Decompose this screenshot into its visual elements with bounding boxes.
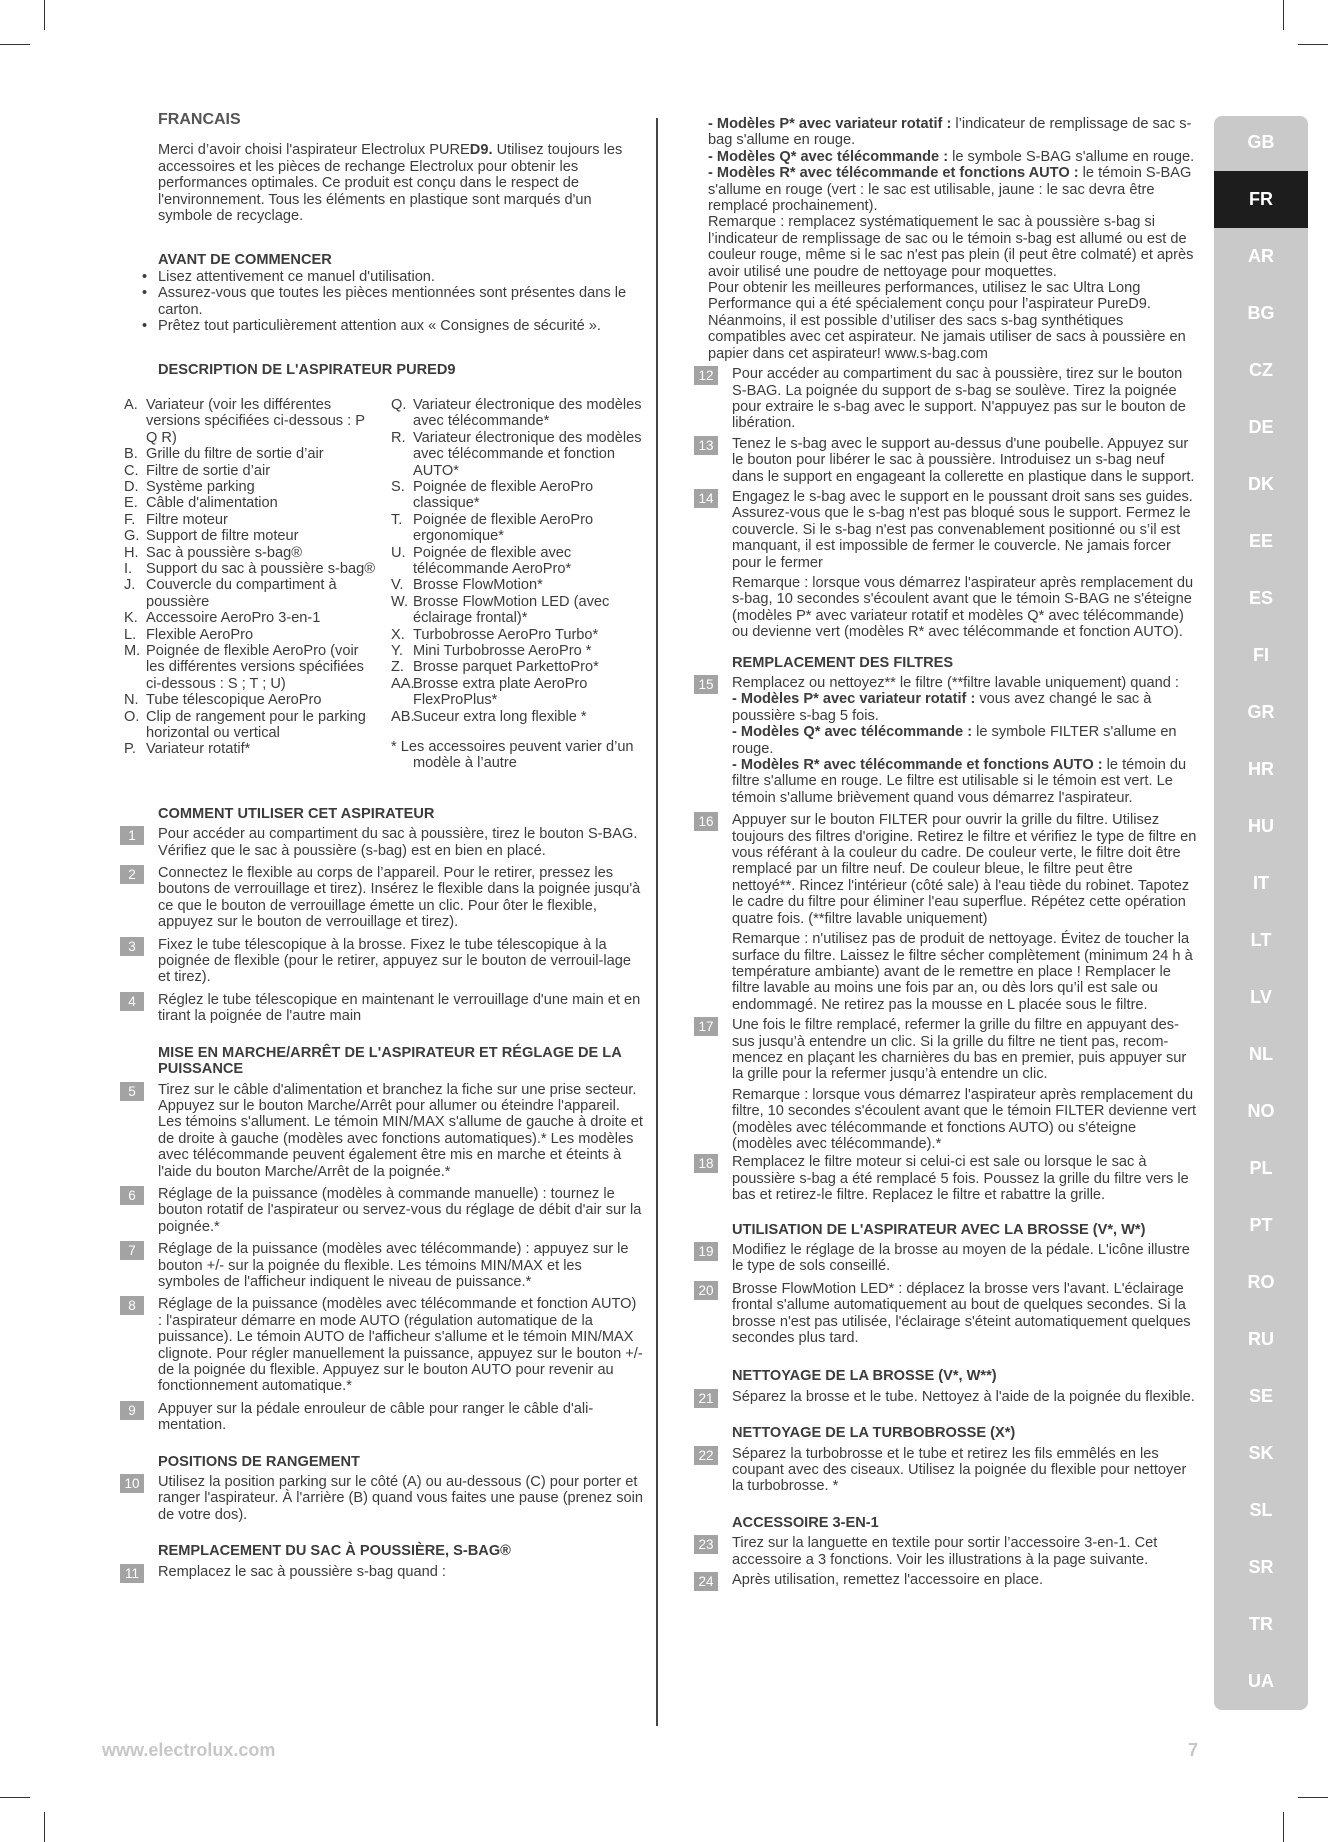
bag-replace-remark: Remarque : lorsque vous démarrez l'aspirateur après remplacement du s-bag, 10 secondes s'écoulent avant que le témoin S-BAG ne s'éteigne (modèles P* avec variateur rotatif et modèles Q* avec télécommande) ou devienne vert (modèles R* avec télécommande et fonction AUTO). [732,574,1194,641]
part-key: W. [391,593,409,610]
part-item [124,627,377,643]
step-15 [698,675,1198,806]
intro-text-rest: Utilisez toujours les accessoires et les pièces de rechange Electrolux pour obtenir les performances optimales. Ce produit est conçu dans le respect de l'environnement. Tous les éléments en plastique sont marqués d'un symbole de recyclage. [158,142,623,225]
step-text: Utilisez la position parking sur le côté (A) ou au-dessous (C) pour porter et ranger l'aspirateur. À l'arrière (B) quand vous faites une pause (prenez soin de votre dos). [158,1474,643,1523]
step-text: Brosse FlowMotion LED* : déplacez la brosse vers l'avant. L'éclairage frontal s'allume automatiquement au bout de quelques secondes. Si la brosse n'est pas utilisée, l'éclairage s'éteint automatiquement quelques secondes plus tard. [732,1280,1191,1347]
step-number: 21 [694,1389,718,1408]
language-tab-ua[interactable]: UA [1248,1671,1274,1691]
step-text: Après utilisation, remettez l'accessoire en place. [732,1572,1044,1589]
filter-model-r-label: - Modèles R* avec télécommande et fonctions AUTO : [732,757,1103,774]
part-label: Accessoire AeroPro 3-en-1 [146,610,321,627]
part-item [391,545,644,578]
step-number: 12 [694,366,718,385]
part-key: K. [124,610,138,627]
part-key: Y. [391,642,403,659]
language-tab-dk[interactable]: DK [1248,474,1274,494]
step-text: Tenez le s-bag avec le support au-dessus d'une poubelle. Appuyez sur le bouton pour libérer le sac à poussière. Introduisez un s-bag neuf dans le support en engageant la collerette en plastique dans le support. [732,435,1195,485]
part-key: AA. [391,675,415,692]
part-label: Brosse FlowMotion* [413,577,543,594]
section-heading-storage: POSITIONS DE RANGEMENT [158,1453,360,1470]
step-text: Fixez le tube télescopique à la brosse. Fixez le tube télescopique à la poignée de flexible (pour le retirer, appuyez sur le bouton de verrouil-lage et tirez). [158,936,631,986]
part-item [124,709,377,742]
language-tab-bg[interactable]: BG [1247,303,1275,323]
section-heading-description: DESCRIPTION DE L'ASPIRATEUR PURED9 [158,362,456,379]
section-heading-filters: REMPLACEMENT DES FILTRES [732,654,954,671]
step-2 [124,865,644,931]
step-6 [124,1186,644,1235]
section-heading-how-to-use: COMMENT UTILISER CET ASPIRATEUR [158,805,435,822]
section-heading-brush: UTILISATION DE L'ASPIRATEUR AVEC LA BROSSE (V*, W*) [732,1221,1146,1238]
step-17-remark: Remarque : lorsque vous démarrez l'aspirateur après remplacement du filtre, 10 secondes s'écoulent avant que le témoin FILTER devienne vert (modèles avec télécommande et fonctions AUTO) ou s'éteigne (modèles avec télécommande).* [732,1086,1197,1152]
step-text: Modifiez le réglage de la brosse au moyen de la pédale. L'icône illustre le type de sols conseillé. [732,1242,1190,1275]
language-tab-de[interactable]: DE [1248,417,1274,437]
part-label: Support de filtre moteur [146,528,299,545]
part-key: S. [391,478,405,495]
part-key: F. [124,511,136,528]
section-heading-brush-cleaning: NETTOYAGE DE LA BROSSE (V*, W**) [732,1368,997,1385]
crop-mark [1283,0,1284,30]
part-label: Variateur rotatif* [146,741,251,758]
part-label: Mini Turbobrosse AeroPro * [413,642,592,659]
part-key: V. [391,577,404,594]
step-20 [698,1281,1198,1347]
part-key: Q. [391,396,407,413]
language-tab-hr[interactable]: HR [1248,759,1274,779]
before-start-list [124,269,644,335]
step-text: Réglage de la puissance (modèles à commande manuelle) : tournez le bouton rotatif de l'aspirateur ou servez-vous du réglage de débit d'air sur la poignée.* [158,1185,642,1235]
part-item [124,610,377,626]
section-heading-turbobrush: NETTOYAGE DE LA TURBOBROSSE (X*) [732,1425,1016,1442]
language-tab-sk[interactable]: SK [1248,1443,1274,1463]
part-key: R. [391,429,406,446]
step-number: 18 [694,1154,718,1173]
step-19 [698,1242,1198,1275]
part-label: Brosse extra plate AeroPro FlexProPlus* [413,675,588,709]
filter-model-p [732,691,1198,724]
part-item [391,577,644,593]
part-label: Suceur extra long flexible * [413,708,587,725]
language-heading: FRANCAIS [158,111,241,128]
part-key: O. [124,708,140,725]
part-label: Filtre moteur [146,511,228,528]
part-item [124,528,377,544]
part-item [124,479,377,495]
step-text: Connectez le flexible au corps de l’appareil. Pour le retirer, pressez les boutons de verrouillage et tirez). Insérez le flexible dans la poignée jusqu'à ce que le bouton de verrouillage émette un clic. Pour ôter le flexible, appuyez sur le bouton de verrouillage et tirez). [158,865,641,931]
step-16-remark: Remarque : n'utilisez pas de produit de nettoyage. Évitez de toucher la surface du filtre. Laissez le filtre sécher complètement (minimum 24 h à température ambiante) avant de le remettre en place ! Remplacer le filtre lavable au moins une fois par an, ou dès lors qu’il est sale ou endommagé. Ne retirez pas la mousse en L placée sous le filtre. [732,931,1193,1013]
parts-column-2 [391,397,644,772]
part-item [124,512,377,528]
step-number: 11 [120,1564,144,1583]
step-4 [124,992,644,1025]
step-number: 10 [120,1474,144,1493]
step-18-text: Remplacez le filtre moteur si celui-ci est sale ou lorsque le sac à poussière s-bag a été remplacé 5 fois. Poussez la grille du filtre vers le bas et retirez-le filtre. Replacez le filtre et rabattre la grille. [732,1154,1189,1204]
model-q-text: le symbole S-BAG s'allume en rouge. [948,148,1195,165]
step-text: Pour accéder au compartiment du sac à poussière, tirez sur le bouton S-BAG. La poignée du support de s-bag se soulève. Tirez la poignée pour extraire le s-bag avec le support. N'appuyez pas sur le bouton de libération. [732,366,1186,432]
step-number: 13 [694,436,718,455]
section-heading-power: MISE EN MARCHE/ARRÊT DE L'ASPIRATEUR ET RÉGLAGE DE LA PUISSANCE [158,1044,622,1078]
step-number: 24 [694,1572,718,1591]
model-q-line [708,149,1198,165]
step-24 [698,1572,1198,1588]
step-number: 2 [120,865,144,884]
step-number: 22 [694,1446,718,1465]
language-tab-no[interactable]: NO [1247,1101,1275,1121]
crop-mark [1283,1812,1284,1842]
step-number: 8 [120,1296,144,1315]
part-label: Variateur (voir les différentes versions spécifiées ci-dessous : P Q R) [146,396,365,446]
part-label: Flexible AeroPro [146,626,254,643]
brush-cleaning-steps [698,1389,1198,1405]
part-item [391,659,644,675]
step-10 [124,1474,644,1523]
step-16-text: Appuyer sur le bouton FILTER pour ouvrir la grille du filtre. Utilisez toujours des filtres d'origine. Retirez le filtre et vérifiez le type de filtre en vous référant à la couleur du cadre. De couleur verte, le filtre doit être remplacé par un filtre neuf. De couleur bleue, le filtre peut être nettoyé**. Rincez l'intérieur (côté sale) à l'eau tiède du robinet. Tapotez le cadre du filtre pour éliminer l'eau superflue. Répétez cette opération quatre fois. (**filtre lavable uniquement) [732,812,1197,927]
step-7 [124,1241,644,1290]
step-17-text: Une fois le filtre remplacé, refermer la grille du filtre en appuyant des-sus jusqu’à entendre un clic. Si la grille du filtre ne tient pas, recom-mencez en plaçant les charnières du bas en premier, puis appuyer sur la grille pour la refermer jusqu’à entendre un clic. [732,1017,1187,1083]
step-number: 1 [120,826,144,845]
model-r-text: le témoin S-BAG s'allume en rouge (vert : le sac est utilisable, jaune : le sac devra être remplacé prochainement). [708,165,1192,215]
part-item [124,446,377,462]
step-number: 19 [694,1242,718,1261]
language-tab-es[interactable]: ES [1248,588,1273,608]
language-tab-it[interactable]: IT [1253,873,1269,893]
step-9 [124,1401,644,1434]
part-label: Sac à poussière s-bag® [146,544,302,561]
part-item [391,479,644,512]
bullet-item: • Assurez-vous que toutes les pièces mentionnées sont présentes dans le carton. [124,285,644,318]
part-key: U. [391,544,406,561]
part-item [124,577,377,610]
crop-mark [0,44,30,45]
part-item [124,561,377,577]
part-key: J. [124,577,136,594]
part-label: Poignée de flexible AeroPro classique* [413,478,594,512]
part-label: Câble d'alimentation [146,495,278,512]
footer-url[interactable]: www.electrolux.com [102,1740,276,1760]
part-key: C. [124,462,139,479]
part-key: I. [124,560,133,577]
language-tab-hu[interactable]: HU [1248,816,1274,836]
part-key: D. [124,478,139,495]
model-p-text: l’indicateur de remplissage de sac s-bag s'allume en rouge. [708,116,1192,149]
language-tab-lt[interactable]: LT [1250,930,1272,950]
language-tab-nl[interactable]: NL [1249,1044,1273,1064]
step-21 [698,1389,1198,1405]
part-item [391,594,644,627]
step-3 [124,937,644,986]
intro-model: D9. [469,142,493,159]
filter-model-p-label: - Modèles P* avec variateur rotatif : [732,691,976,708]
language-tab-sl[interactable]: SL [1249,1500,1273,1520]
language-tab-ru[interactable]: RU [1248,1329,1274,1349]
language-tab-ro[interactable]: RO [1247,1272,1275,1292]
step-text: Engagez le s-bag avec le support en le poussant droit sans ses guides. Assurez-vous que le s-bag n'est pas bloqué sous le support. Fermez le couvercle. Si le s-bag n'est pas convenablement positionné ou s’il est manquant, il est impossible de fermer le couvercle. Ne jamais forcer pour le fermer [732,488,1193,571]
step-number: 9 [120,1401,144,1420]
part-item [391,627,644,643]
step-number: 16 [694,812,718,831]
part-item [391,512,644,545]
column-divider [656,118,658,1726]
part-key: B. [124,446,138,463]
step-17 [698,1017,1198,1152]
part-label: Poignée de flexible AeroPro ergonomique* [413,511,594,545]
part-key: N. [124,692,139,709]
part-label: Support du sac à poussière s-bag® [146,560,375,577]
part-label: Poignée de flexible AeroPro (voir les différentes versions spécifiées ci-dessous : S ; T ; U) [146,642,364,692]
part-item [124,692,377,708]
step-text: Séparez la brosse et le tube. Nettoyez à l'aide de la poignée du flexible. [732,1388,1195,1405]
step-number: 14 [694,489,718,508]
part-label: Système parking [146,478,255,495]
part-label: Poignée de flexible avec télécommande AeroPro* [413,544,572,577]
model-p-line [708,116,1198,149]
part-label: Brosse parquet ParkettoPro* [413,659,599,676]
filter-model-r [732,757,1198,806]
crop-mark [1298,1797,1328,1798]
part-key: P. [124,741,136,758]
part-key: T. [391,511,403,528]
step-number: 7 [120,1241,144,1260]
bullet-item: • Prêtez tout particulièrement attention aux « Consignes de sécurité ». [124,318,644,334]
step-13 [698,436,1198,485]
step-5 [124,1082,644,1180]
language-tab-cz[interactable]: CZ [1249,360,1273,380]
step-22 [698,1446,1198,1495]
page-number: 7 [1188,1740,1199,1760]
part-key: L. [124,626,137,643]
step-text: Pour accéder au compartiment du sac à poussière, tirez le bouton S-BAG. Vérifiez que le sac à poussière (s-bag) est en bien en placé. [158,826,638,859]
step-number: 23 [694,1535,718,1554]
filter-model-p-text: vous avez changé le sac à poussière s-bag 5 fois. [732,691,1152,724]
part-item [124,741,377,757]
filter-model-q-label: - Modèles Q* avec télécommande : [732,724,973,741]
step-12 [698,366,1198,432]
power-steps [124,1082,644,1434]
bag-indicator-models [698,116,1198,362]
step-18 [698,1154,1198,1203]
step-16 [698,812,1198,1013]
language-tab-ee[interactable]: EE [1248,531,1273,551]
language-tab-gb[interactable]: GB [1247,132,1275,152]
language-tab-tr[interactable]: TR [1249,1614,1273,1634]
part-item [124,495,377,511]
part-item [124,545,377,561]
part-item [124,397,377,446]
language-tab-fr[interactable]: FR [1214,171,1308,228]
part-key: E. [124,495,138,512]
filter-intro: Remplacez ou nettoyez** le filtre (**filtre lavable uniquement) quand : [732,675,1179,691]
step-text: Tirez sur le câble d'alimentation et branchez la fiche sur une prise secteur. Appuyez sur le bouton Marche/Arrêt pour allumer ou éteindre l'appareil. Les témoins s'allument. Le témoin MIN/MAX s'allume de gauche à droite et de droite à gauche (modèles avec fonctions automatiques).* Les modèles avec télécommande peuvent également être mis en marche et éteints à l'aide du bouton Marche/Arrêt de la poignée.* [158,1081,643,1180]
part-label: Turbobrosse AeroPro Turbo* [413,626,599,643]
step-text: Tirez sur la languette en textile pour sortir l’accessoire 3-en-1. Cet accessoire a 3 fonctions. Voir les illustrations à la page suivante. [732,1535,1158,1568]
step-8 [124,1296,644,1394]
part-item [124,643,377,692]
step-text: Réglage de la puissance (modèles avec télécommande) : appuyez sur le bouton +/- sur la poignée du flexible. Les témoins MIN/MAX et les symboles de l'afficheur indiquent le niveau de puissance.* [158,1241,629,1290]
intro-paragraph [124,142,644,224]
step-11 [124,1564,644,1580]
intro-text: Merci d’avoir choisi l'aspirateur Electrolux PURE [158,142,470,159]
step-number: 20 [694,1281,718,1300]
section-heading-accessory: ACCESSOIRE 3-EN-1 [732,1514,879,1531]
step-14 [698,489,1198,571]
part-item [391,397,644,430]
part-label: Tube télescopique AeroPro [146,692,322,709]
part-item [391,430,644,479]
crop-mark [44,0,45,30]
bag-remark-2: Pour obtenir les meilleures performances, utilisez le sac Ultra Long Performance qui a été spécialement conçu pour l’aspirateur PureD9. Néanmoins, il est possible d’utiliser des sacs s-bag synthétiques compatibles avec cet aspirateur. Ne jamais utiliser de sacs à poussière en papier dans cet aspirateur! www.s-bag.com [708,280,1186,362]
right-column [698,116,1198,1589]
step-number: 4 [120,992,144,1011]
step-number: 3 [120,937,144,956]
turbobrush-steps [698,1446,1198,1495]
language-tab-ar[interactable]: AR [1248,246,1274,266]
part-item [391,643,644,659]
step-text: Séparez la turbobrosse et le tube et retirez les fils emmêlés en les coupant avec des ciseaux. Utilisez la poignée du flexible pour nettoyer la turbobrosse. * [732,1445,1187,1495]
step-1 [124,826,644,859]
part-item [391,676,644,709]
part-label: Brosse FlowMotion LED (avec éclairage frontal)* [413,593,610,627]
step-text: Remplacez le sac à poussière s-bag quand : [158,1563,446,1580]
storage-steps [124,1474,644,1523]
part-key: Z. [391,659,404,676]
section-heading-before-start: AVANT DE COMMENCER [158,252,332,269]
left-column [124,112,644,1580]
part-key: H. [124,544,139,561]
step-text: Réglage de la puissance (modèles avec télécommande et fonction AUTO) : l'aspirateur démarre en mode AUTO (régulation automatique de la puissance). Le témoin AUTO de l'afficheur s'allume et le témoin MIN/MAX clignote. Pour régler manuellement la puissance, appuyez sur le bouton +/- de la poignée du flexible. Appuyez sur le bouton AUTO pour revenir au fonctionnement automatique.* [158,1296,643,1395]
model-r-line [708,165,1198,214]
part-item [391,709,644,725]
part-key: G. [124,528,140,545]
part-key: A. [124,396,138,413]
part-label: Couvercle du compartiment à poussière [146,577,337,610]
part-key: M. [124,642,141,659]
part-label: Variateur électronique des modèles avec télécommande* [413,396,642,430]
step-text: Appuyer sur la pédale enrouleur de câble pour ranger le câble d'ali-mentation. [158,1400,594,1434]
language-tab-pt[interactable]: PT [1249,1215,1273,1235]
model-p-label: - Modèles P* avec variateur rotatif : [708,116,952,132]
filter-model-q-text: le symbole FILTER s'allume en rouge. [732,724,1177,757]
part-key: X. [391,626,405,643]
language-tab-se[interactable]: SE [1248,1386,1273,1406]
step-number: 6 [120,1186,144,1205]
parts-note: * Les accessoires peuvent varier d’un modèle à l’autre [391,739,634,772]
step-number: 17 [694,1017,718,1036]
part-label: Clip de rangement pour le parking horizontal ou vertical [146,708,366,741]
crop-mark [44,1812,45,1842]
step-number: 5 [120,1082,144,1101]
language-tab-sr[interactable]: SR [1248,1557,1274,1577]
bag-steps-right [698,366,1198,571]
step-text: Réglez le tube télescopique en maintenant le verrouillage d'une main et en tirant la poignée de l'autre main [158,991,641,1025]
brush-steps [698,1242,1198,1346]
filter-model-q [732,724,1198,757]
language-tab-fi[interactable]: FI [1253,645,1269,665]
part-key: AB. [391,708,415,725]
part-label: Variateur électronique des modèles avec télécommande et fonction AUTO* [413,429,642,479]
part-item [124,463,377,479]
language-tab-pl[interactable]: PL [1249,1158,1273,1178]
bag-remark-1: Remarque : remplacez systématiquement le sac à poussière s-bag si l’indicateur de remplissage de sac ou le témoin s-bag est allumé ou est de couleur rouge, même si le sac n'est pas plein (il peut être colmaté) et après avoir utilisé une poudre de nettoyage pour moquettes. [708,214,1194,280]
part-label: Grille du filtre de sortie d’air [146,446,324,463]
step-number: 15 [694,675,718,694]
bag-steps-left [124,1564,644,1580]
model-r-label: - Modèles R* avec télécommande et fonctions AUTO : [708,165,1079,182]
language-tab-gr[interactable]: GR [1247,702,1275,722]
crop-mark [1298,44,1328,45]
parts-column-1 [124,397,391,772]
bullet-item: • Lisez attentivement ce manuel d'utilisation. [124,269,644,285]
filter-model-r-text: le témoin du filtre s'allume en rouge. Le filtre est utilisable si le témoin est vert. Le témoin s'allume brièvement quand vous démarrez l'aspirateur. [732,757,1187,806]
part-label: Filtre de sortie d’air [146,462,271,479]
crop-mark [0,1797,30,1798]
section-heading-bag: REMPLACEMENT DU SAC À POUSSIÈRE, S-BAG® [158,1543,511,1560]
how-to-use-steps [124,826,644,1024]
model-q-label: - Modèles Q* avec télécommande : [708,148,949,165]
accessory-steps [698,1535,1198,1588]
step-23 [698,1535,1198,1568]
language-tab-lv[interactable]: LV [1250,987,1272,1007]
parts-description [124,397,644,772]
